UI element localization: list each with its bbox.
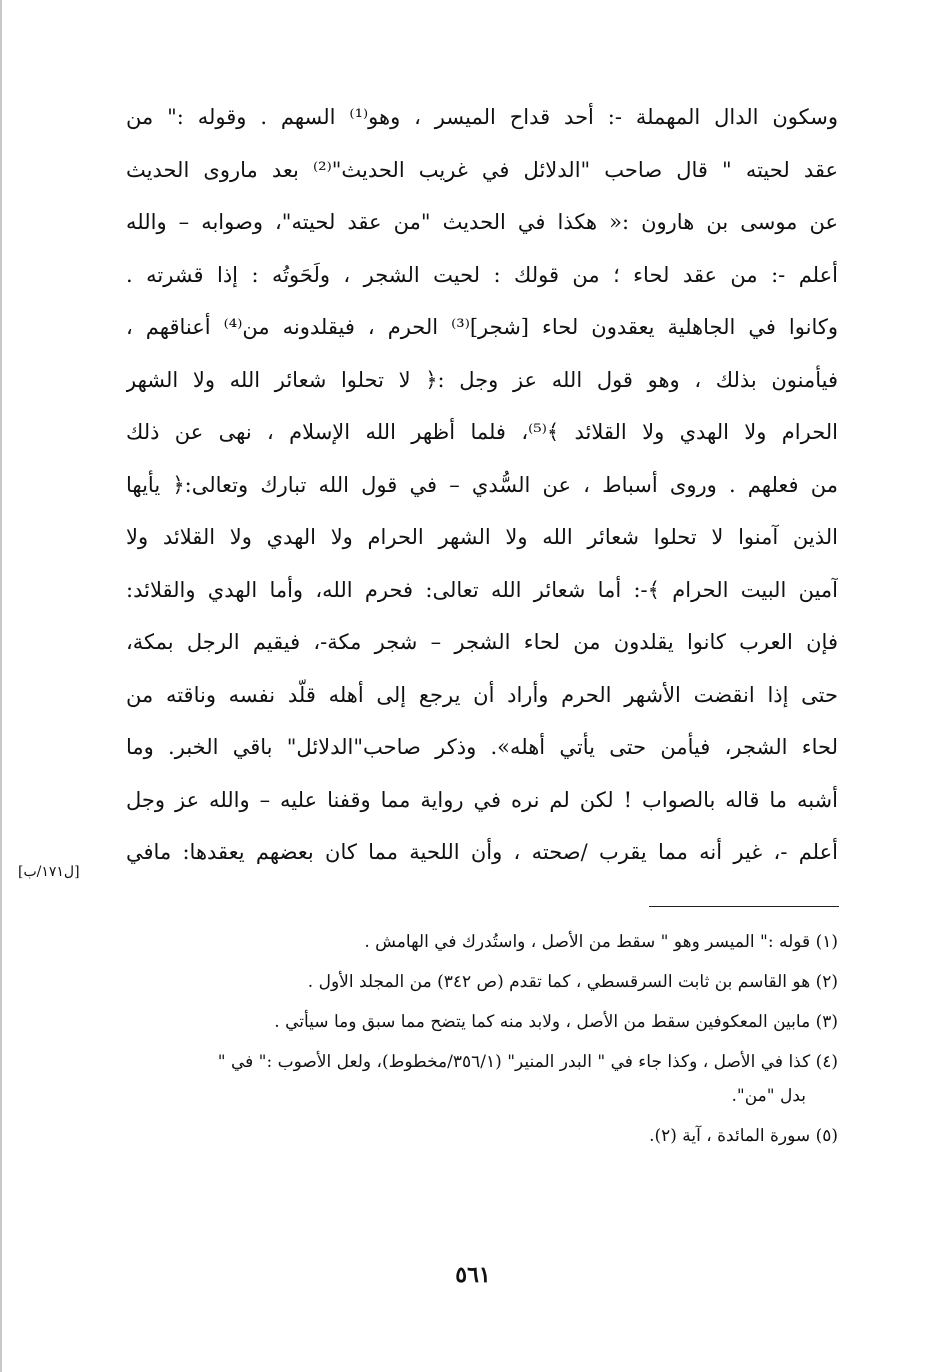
text-line: أشبه ما قاله بالصواب ! لكن لم نره في رواية مما وقفنا عليه – والله عز وجل <box>126 787 838 812</box>
text-line: فيأمنون بذلك ، وهو قول الله عز وجل :﴿ لا تحلوا شعائر الله ولا الشهر <box>126 367 838 392</box>
text-line: وسكون الدال المهملة -: أحد قداح الميسر ، وهو⁽¹⁾ السهم . وقوله :" من <box>126 105 838 129</box>
text-line: الحرام ولا الهدي ولا القلائد ﴾⁽⁵⁾، فلما أظهر الله الإسلام ، نهى عن ذلك <box>126 420 838 444</box>
footnote-separator <box>649 906 839 907</box>
text-line: فإن العرب كانوا يقلدون من لحاء الشجر – شجر مكة-، فيقيم الرجل بمكة، <box>126 630 838 654</box>
text-line: لحاء الشجر، فيأمن حتى يأتي أهله». وذكر صاحب"الدلائل" باقي الخبر. وما <box>126 735 838 759</box>
manuscript-folio-reference: [ل١٧١/ب] <box>18 864 80 880</box>
page-number: ٥٦١ <box>455 1262 491 1288</box>
text-line: أعلم -: من عقد لحاء ؛ من قولك : لحيت الشجر ، ولَحَوتُه : إذا قشرته . <box>126 262 838 287</box>
footnote: (٢) هو القاسم بن ثابت السرقسطي ، كما تقدم (ص ٣٤٢) من المجلد الأول . <box>307 972 838 992</box>
footnote: (٥) سورة المائدة ، آية (٢). <box>649 1126 838 1146</box>
main-text-block <box>126 91 838 879</box>
text-line: الذين آمنوا لا تحلوا شعائر الله ولا الشهر الحرام ولا الهدي ولا القلائد ولا <box>126 525 838 549</box>
page-edge-shadow <box>0 0 2 1372</box>
text-line: من فعلهم . وروى أسباط ، عن السُّدي – في قول الله تبارك وتعالى:﴿ يأيها <box>126 472 838 497</box>
footnote: (١) قوله :" الميسر وهو " سقط من الأصل ، واستُدرك في الهامش . <box>364 932 838 952</box>
text-line: أعلم -، غير أنه مما يقرب /صحته ، وأن اللحية مما كان بعضهم يعقدها: مافي <box>126 840 838 864</box>
text-line: آمين البيت الحرام ﴾-: أما شعائر الله تعالى: فحرم الله، وأما الهدي والقلائد: <box>126 577 838 602</box>
footnote: (٣) مابين المعكوفين سقط من الأصل ، ولابد منه كما يتضح مما سبق وما سيأتي . <box>274 1012 838 1032</box>
text-line: وكانوا في الجاهلية يعقدون لحاء [شجر]⁽³⁾ الحرم ، فيقلدونه من⁽⁴⁾ أعناقهم ، <box>126 315 838 339</box>
footnotes-block <box>126 925 838 1153</box>
footnote-continuation: بدل "من". <box>731 1086 806 1106</box>
text-line: حتى إذا انقضت الأشهر الحرم وأراد أن يرجع إلى أهله قلّد نفسه وناقته من <box>126 682 838 707</box>
text-line: عقد لحيته " قال صاحب "الدلائل في غريب الحديث"⁽²⁾ بعد ماروى الحديث <box>126 157 838 182</box>
footnote: (٤) كذا في الأصل ، وكذا جاء في " البدر المنير" (٣٥٦/١/مخطوط)، ولعل الأصوب :" في " <box>217 1052 838 1072</box>
text-line: عن موسى بن هارون :« هكذا في الحديث "من عقد لحيته"، وصوابه – والله <box>126 210 838 234</box>
